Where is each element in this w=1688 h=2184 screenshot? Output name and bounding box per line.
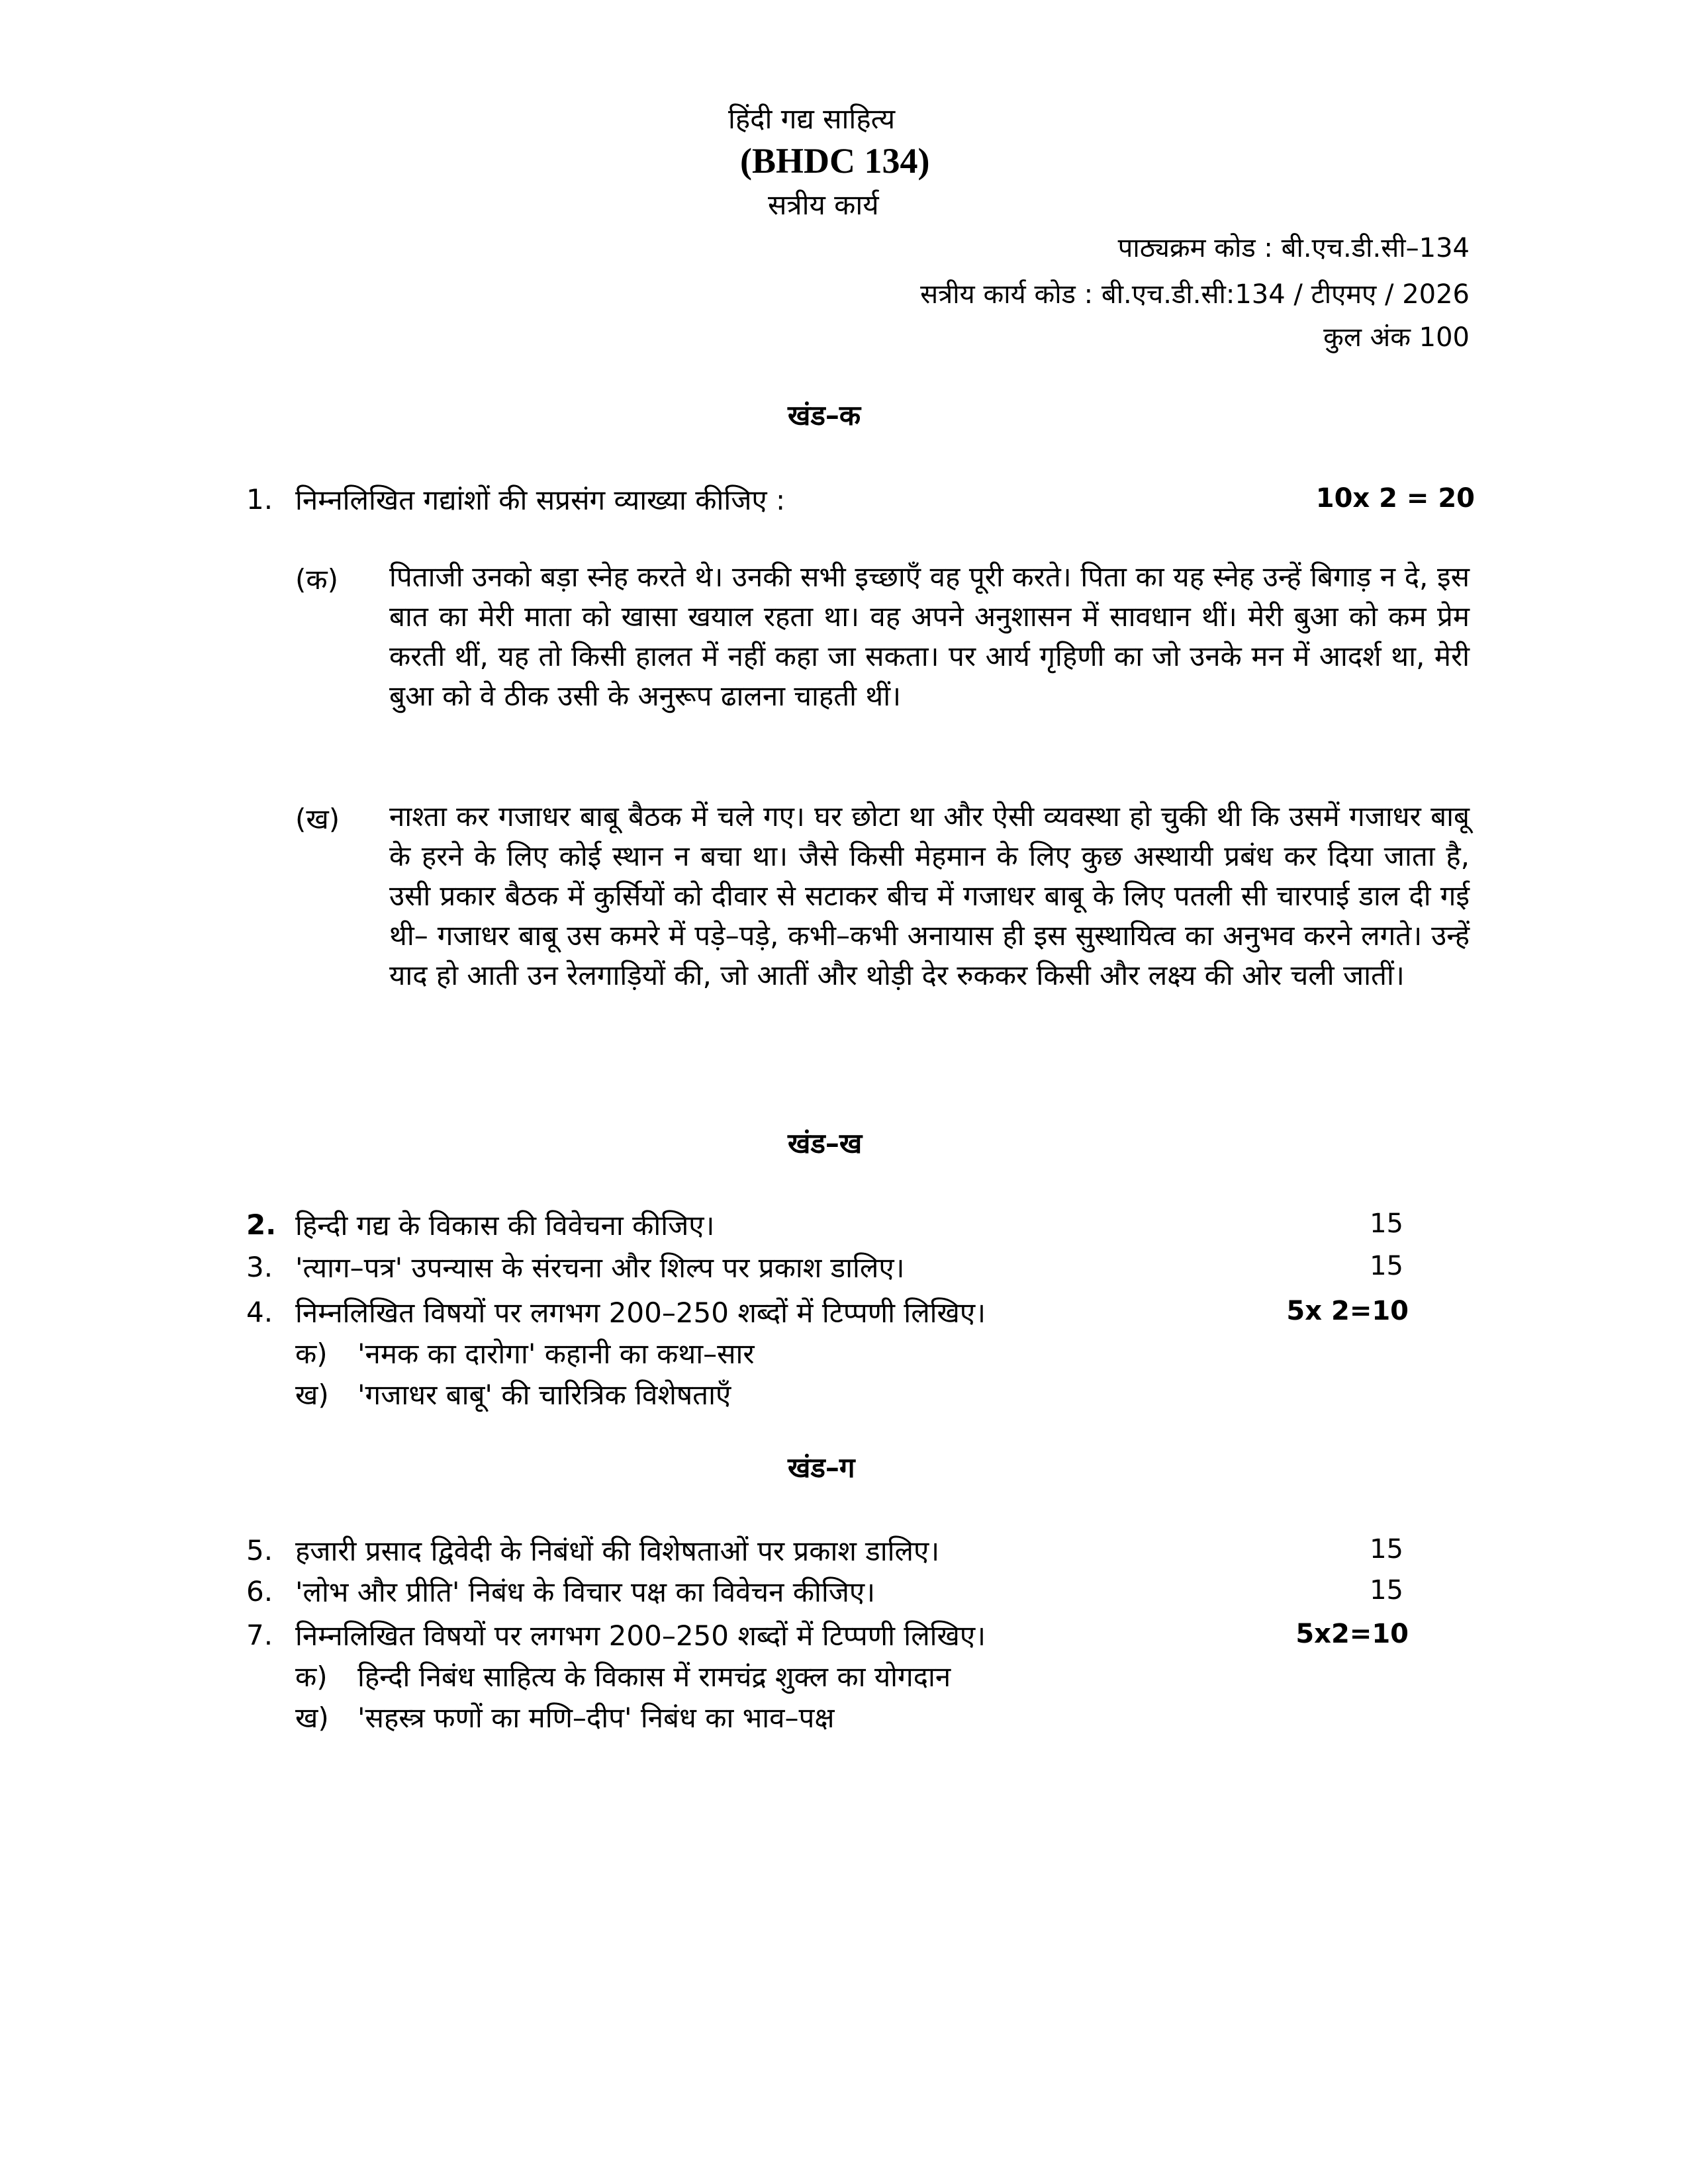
document-title: हिंदी गद्य साहित्य	[728, 103, 896, 135]
q7-marks: 5x2=10	[1295, 1619, 1409, 1649]
q3-text: 'त्याग–पत्र' उपन्यास के संरचना और शिल्प पर प्रकाश डालिए।	[295, 1251, 905, 1284]
q1-number: 1.	[246, 483, 273, 516]
q7-text: निम्नलिखित विषयों पर लगभग 200–250 शब्दों में टिप्पणी लिखिए।	[295, 1619, 986, 1652]
q3-marks: 15	[1370, 1251, 1403, 1281]
q7-b-label: ख)	[295, 1702, 329, 1734]
course-code-line: पाठ्यक्रम कोड : बी.एच.डी.सी–134	[1117, 233, 1470, 263]
q1-marks: 10x 2 = 20	[1315, 483, 1475, 514]
q7-a-label: क)	[295, 1661, 328, 1693]
q2-marks: 15	[1370, 1208, 1403, 1239]
section-b-heading: खंड–ख	[788, 1127, 863, 1160]
q1-b-label: (ख)	[295, 803, 340, 835]
q4-marks: 5x 2=10	[1286, 1296, 1409, 1326]
q6-number: 6.	[246, 1575, 273, 1608]
q7-a-text: हिन्दी निबंध साहित्य के विकास में रामचंद्र शुक्ल का योगदान	[357, 1661, 951, 1693]
q1-text: निम्नलिखित गद्यांशों की सप्रसंग व्याख्या कीजिए :	[295, 484, 786, 516]
q4-b-label: ख)	[295, 1379, 329, 1411]
document-subtitle: सत्रीय कार्य	[768, 189, 879, 221]
q7-b-text: 'सहस्त्र फणों का मणि–दीप' निबंध का भाव–पक्ष	[357, 1702, 835, 1734]
q5-text: हजारी प्रसाद द्विवेदी के निबंधों की विशेषताओं पर प्रकाश डालिए।	[295, 1535, 940, 1567]
assignment-code-line: सत्रीय कार्य कोड : बी.एच.डी.सी:134 / टीएमए / 2026	[920, 279, 1470, 310]
q4-a-label: क)	[295, 1338, 328, 1370]
q4-a-text: 'नमक का दारोगा' कहानी का कथा–सार	[357, 1338, 755, 1370]
q6-marks: 15	[1370, 1575, 1403, 1606]
q4-number: 4.	[246, 1296, 273, 1328]
course-code-heading: (BHDC 134)	[740, 141, 930, 181]
q2-number: 2.	[246, 1208, 277, 1241]
q2-text: हिन्दी गद्य के विकास की विवेचना कीजिए।	[295, 1209, 715, 1242]
q5-marks: 15	[1370, 1534, 1403, 1565]
section-a-heading: खंड–क	[788, 399, 861, 432]
total-marks-line: कुल अंक 100	[1323, 322, 1470, 353]
q4-text: निम्नलिखित विषयों पर लगभग 200–250 शब्दों में टिप्पणी लिखिए।	[295, 1297, 986, 1329]
q3-number: 3.	[246, 1251, 273, 1283]
q1-b-passage: नाश्ता कर गजाधर बाबू बैठक में चले गए। घर छोटा था और ऐसी व्यवस्था हो चुकी थी कि उसमें गजाधर बाबू के हरने के लिए कोई स्थान न बचा था। जैसे किसी मेहमान के लिए कुछ अस्थायी प्रबंध कर दिया जाता है, उसी प्रकार बैठक में कुर्सियों को दीवार से सटाकर बीच में गजाधर बाबू के लिए पतली सी चारपाई डाल दी गई थी– गजाधर बाबू उस कमरे में पड़े–पड़े, कभी–कभी अनायास ही इस सुस्थायित्व का अनुभव करने लगते। उन्हें याद हो आती उन रेलगाड़ियों की, जो आतीं और थोड़ी देर रुककर किसी और लक्ष्य की ओर चली जातीं।	[389, 800, 1470, 991]
section-c-heading: खंड–ग	[788, 1451, 855, 1484]
q1-a-passage: पिताजी उनको बड़ा स्नेह करते थे। उनकी सभी इच्छाएँ वह पूरी करते। पिता का यह स्नेह उन्हें बिगाड़ न दे, इस बात का मेरी माता को खासा खयाल रहता था। वह अपने अनुशासन में सावधान थीं। मेरी बुआ को कम प्रेम करती थीं, यह तो किसी हालत में नहीं कहा जा सकता। पर आर्य गृहिणी का जो उनके मन में आदर्श था, मेरी बुआ को वे ठीक उसी के अनुरूप ढालना चाहती थीं।	[389, 561, 1470, 712]
q1-a-label: (क)	[295, 563, 339, 596]
q6-text: 'लोभ और प्रीति' निबंध के विचार पक्ष का विवेचन कीजिए।	[295, 1576, 876, 1608]
q7-number: 7.	[246, 1619, 273, 1651]
q5-number: 5.	[246, 1534, 273, 1567]
q4-b-text: 'गजाधर बाबू' की चारित्रिक विशेषताएँ	[357, 1379, 731, 1411]
